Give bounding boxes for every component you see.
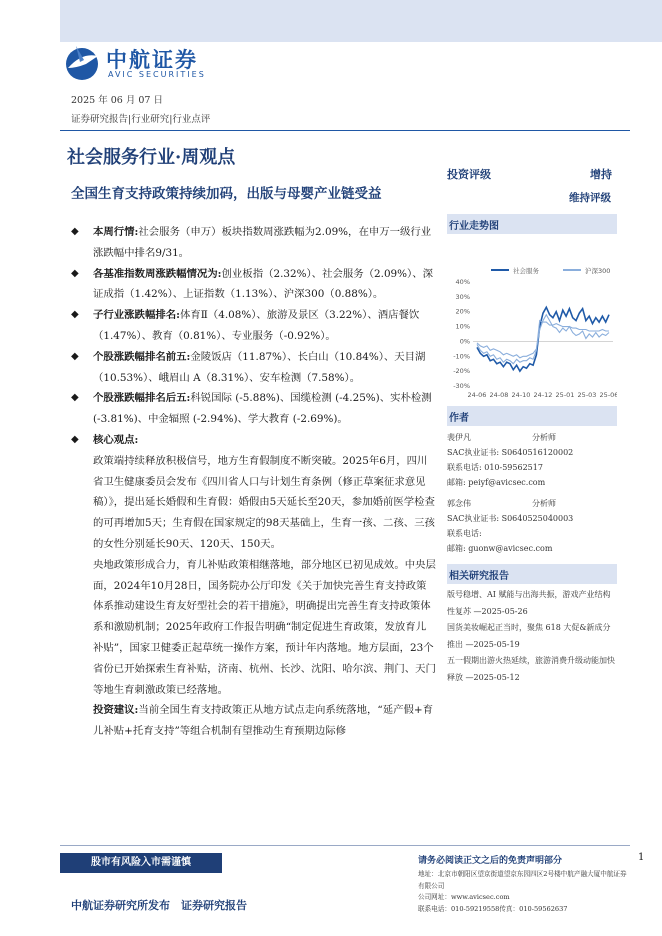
bullet-weekly xyxy=(71,222,436,264)
y-tick-label: -10% xyxy=(453,352,470,361)
bullet-benchmarks xyxy=(71,264,436,306)
related-reports-list xyxy=(447,584,617,686)
x-tick-label: 24-10 xyxy=(511,391,531,399)
main-content xyxy=(71,222,436,742)
bullet-core-view xyxy=(71,430,436,451)
core-paragraph-3 xyxy=(93,700,436,742)
logo-mark-icon xyxy=(62,42,102,82)
bullet-text: 科锐国际 (-5.88%)、国缆检测 (-4.25%)、实朴检测 (-3.81%)、中金辐照 (-2.94%)、学大教育 (-2.69%)。 xyxy=(93,392,432,426)
author-row xyxy=(447,496,617,511)
y-tick-label: 10% xyxy=(455,322,470,331)
related-reports-title: 相关研究报告 xyxy=(447,564,617,584)
page-number: 1 xyxy=(638,852,645,863)
x-tick-label: 25-01 xyxy=(555,391,575,399)
logo-text-cn: 中航证券 xyxy=(106,48,198,72)
author-phone: 联系电话: xyxy=(447,529,482,538)
page-title: 社会服务行业·周观点 xyxy=(67,147,236,168)
bullet-heading: 个股涨跌幅排名后五: xyxy=(93,392,191,405)
y-tick-label: -30% xyxy=(453,382,470,390)
author-role: 分析师 xyxy=(532,433,556,442)
related-report-link[interactable]: 国货美妆崛起正当时，聚焦 618 大促&新成分推出 —2025-05-19 xyxy=(447,623,611,649)
author-phone: 联系电话: 010-59562517 xyxy=(447,463,543,472)
author-name: 裴伊凡 xyxy=(447,433,471,442)
bullet-heading: 个股涨跌幅排名前五: xyxy=(93,350,191,363)
authors-title: 作者 xyxy=(447,406,617,426)
author-role: 分析师 xyxy=(532,499,556,508)
bullet-bottom-five xyxy=(71,388,436,430)
bullet-heading: 核心观点: xyxy=(93,433,139,446)
contact-phone: 联系电话：010-59219558传真：010-59562637 xyxy=(418,904,568,913)
x-tick-label: 24-06 xyxy=(467,391,487,399)
report-date: 2025 年 06 月 07 日 xyxy=(71,95,163,106)
y-tick-label: 0% xyxy=(459,337,470,346)
contact-address: 地址：北京市朝阳区望京街道望京东园四区2号楼中航产融大厦中航证券有限公司 xyxy=(418,870,627,890)
legend-label: 沪深300 xyxy=(585,267,611,275)
diamond-icon: ◆ xyxy=(71,309,79,321)
y-tick-label: 20% xyxy=(455,307,470,316)
authors-block xyxy=(447,426,617,556)
author-row xyxy=(447,430,617,445)
investment-advice-heading: 投资建议: xyxy=(93,704,139,717)
bullet-text: 社会服务（申万）板块指数周涨跌幅为2.09%，在申万一级行业涨跌幅中排名9/31。 xyxy=(93,226,432,259)
contact-block xyxy=(418,869,628,915)
y-tick-label: 40% xyxy=(455,278,470,286)
y-tick-label: 30% xyxy=(455,292,470,301)
series-line xyxy=(477,307,609,371)
footer-brand: 中航证券研究所发布 证券研究报告 xyxy=(71,899,247,912)
logo-text-en: AVIC SECURITIES xyxy=(108,70,206,79)
related-report-link[interactable]: 五一假期出游火热延续，旅游消费升级动能加快释放 —2025-05-12 xyxy=(447,656,615,682)
page-subtitle: 全国生育支持政策持续加码，出版与母婴产业链受益 xyxy=(71,186,382,202)
core-paragraph-1: 政策端持续释放积极信号，地方生育假制度不断突破。2025年6月，四川省卫生健康委员会发布《四川省人口与计划生育条例（修正草案征求意见稿）》，提出延长婚假和生育假：婚假由5天延长至20天，参加婚前医学检查的可再增加5天；生育假在国家规定的98天基础上，生育一孩、二孩、三孩的女性分别延长90天、120天、150天。 xyxy=(93,454,435,550)
bullet-top-five xyxy=(71,347,436,389)
bullet-heading: 本周行情: xyxy=(93,226,139,238)
rating-label: 投资评级 xyxy=(447,168,491,181)
legend-label: 社会服务 xyxy=(513,267,539,275)
rating-value: 增持 xyxy=(590,168,612,181)
core-paragraphs xyxy=(71,451,436,742)
x-tick-label: 24-08 xyxy=(489,391,509,399)
diamond-icon: ◆ xyxy=(71,267,79,279)
breadcrumb: 证券研究报告|行业研究|行业点评 xyxy=(71,114,211,125)
bullet-text: 体育Ⅱ（4.08%）、旅游及景区（3.22%）、酒店餐饮（1.47%）、教育（0.81%）、专业服务（-0.92%）。 xyxy=(93,309,420,342)
diamond-icon: ◆ xyxy=(71,226,79,237)
bullet-text: 创业板指（2.32%）、社会服务（2.09%）、深证成指（1.42%）、上证指数（1.13%）、沪深300（0.88%）。 xyxy=(93,267,434,301)
author-cert: SAC执业证书: S0640525040003 xyxy=(447,514,574,523)
author-cert: SAC执业证书: S0640516120002 xyxy=(447,448,574,457)
author-name: 郭念伟 xyxy=(447,499,471,508)
diamond-icon: ◆ xyxy=(71,350,79,362)
diamond-icon: ◆ xyxy=(71,392,79,404)
author-email: 邮箱: guonw@avicsec.com xyxy=(447,544,553,553)
core-paragraph-2: 央地政策形成合力，育儿补贴政策相继落地，部分地区已初见成效。中央层面，2024年10月28日，国务院办公厅印发《关于加快完善生育支持政策体系推动建设生育友好型社会的若干措施》，明确提出完善生育支持政策体系和激励机制；2025年政府工作报告明确“制定促进生育政策，发放育儿补贴”，国家卫健委正起草统一操作方案，预计年内落地。地方层面，23个省份已开始探索生育补贴，济南、杭州、长沙、沈阳、哈尔滨、荆门、天门等地生育刺激政策已经落地。 xyxy=(93,558,436,696)
bullet-subsectors xyxy=(71,305,436,347)
bullet-text: 金陵饭店（11.87%）、长白山（10.84%）、天目湖（10.53%）、峨眉山 A（8.31%）、安车检测（7.58%）。 xyxy=(93,350,426,384)
contact-website[interactable]: 公司网址：www.avicsec.com xyxy=(418,893,510,902)
x-tick-label: 25-03 xyxy=(577,391,597,399)
trend-chart-title: 行业走势图 xyxy=(447,214,617,234)
related-report-link[interactable]: 版号稳增、AI 赋能与出海共振，游戏产业结构性复苏 —2025-05-26 xyxy=(447,590,611,616)
bullet-heading: 子行业涨跌幅排名: xyxy=(93,309,180,322)
disclaimer-note: 请务必阅读正文之后的免责声明部分 xyxy=(418,856,563,866)
author-email: 邮箱: peiyf@avicsec.com xyxy=(447,478,546,487)
sidebar xyxy=(447,214,617,686)
rating-sub: 维持评级 xyxy=(569,192,611,204)
series-line xyxy=(477,315,609,358)
company-logo xyxy=(62,42,232,82)
trend-chart-svg xyxy=(447,234,617,404)
footer-divider xyxy=(60,845,630,846)
x-tick-label: 25-06 xyxy=(599,391,617,399)
investment-advice-text: 当前全国生育支持政策正从地方试点走向系统落地，“延产假+育儿补贴+托育支持”等组合机制有望推动生育预期边际修 xyxy=(93,704,433,738)
risk-warning-box: 股市有风险入市需谨慎 xyxy=(60,853,222,873)
bullet-heading: 各基准指数周涨跌幅情况为: xyxy=(93,267,222,280)
header-divider xyxy=(60,130,630,131)
top-band xyxy=(60,0,662,42)
x-tick-label: 24-12 xyxy=(533,391,553,399)
series-line xyxy=(477,321,609,364)
diamond-icon: ◆ xyxy=(71,433,79,445)
y-tick-label: -20% xyxy=(453,367,470,376)
trend-chart xyxy=(447,234,617,404)
